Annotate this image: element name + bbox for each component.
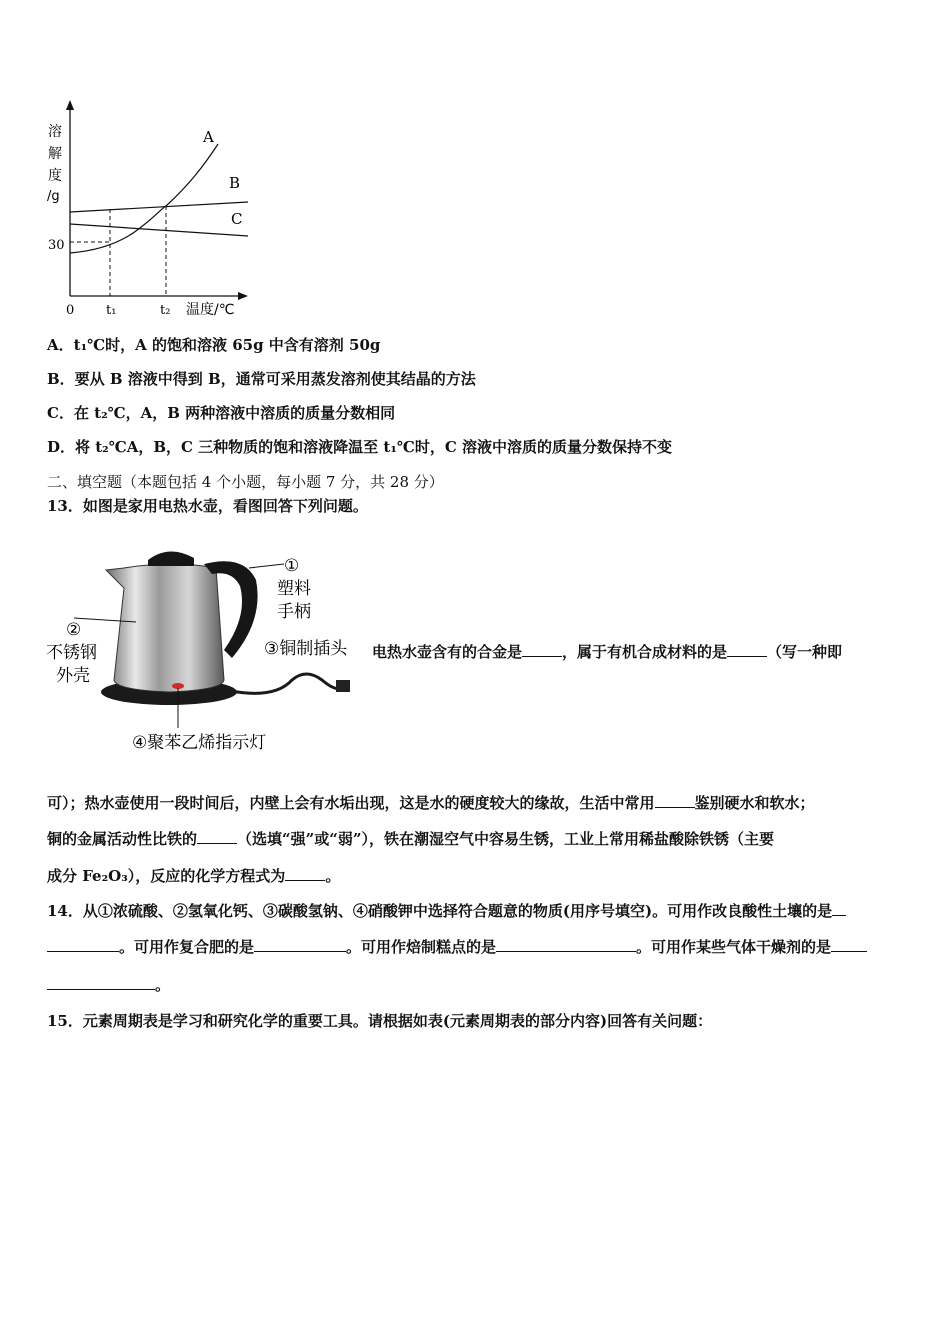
kettle-body: [106, 564, 224, 692]
label-4: ④聚苯乙烯指示灯: [132, 733, 267, 753]
label-2-num: ②: [66, 620, 82, 640]
q13-line2: 可）；热水壶使用一段时间后，内壁上会有水垢出现，这是水的硬度较大的缘故，生活中常用 鉴别硬水和软水；: [47, 794, 815, 812]
curve-a: [70, 144, 218, 253]
solubility-graph: [40, 96, 255, 326]
blank-organic-material[interactable]: [727, 642, 767, 657]
x-tick-t1: t₁: [106, 303, 117, 318]
y-label-char: 解: [48, 146, 62, 162]
blank-soil[interactable]: [832, 901, 846, 916]
q14-line2: 。可用作复合肥的是 。可用作焙制糕点的是 。可用作某些气体干燥剂的是: [47, 937, 867, 957]
blank-compound-fertilizer[interactable]: [254, 937, 346, 952]
blank-baking[interactable]: [496, 937, 636, 952]
kettle-lid: [148, 551, 194, 566]
label-1-line2: 手柄: [277, 602, 311, 622]
y-label-char: /g: [47, 189, 60, 204]
option-b: B．要从 B 溶液中得到 B，通常可采用蒸发溶剂使其结晶的方法: [47, 370, 476, 388]
leader-1: [249, 564, 284, 568]
x-tick-t2: t₂: [160, 303, 171, 318]
q14-line1: 14．从①浓硫酸、②氢氧化钙、③碳酸氢钠、④硝酸钾中选择符合题意的物质(用序号填空)。可用作改良酸性土壤的是: [47, 901, 846, 921]
q13-stem: 13．如图是家用电热水壶，看图回答下列问题。: [47, 497, 368, 515]
curve-b-label: B: [229, 174, 241, 192]
label-3: ③铜制插头: [264, 639, 348, 659]
copper-plug: [336, 680, 350, 692]
label-1-num: ①: [284, 556, 300, 576]
origin-label: 0: [66, 303, 75, 318]
label-1-line1: 塑料: [277, 579, 311, 599]
blank-soil-cont[interactable]: [47, 937, 119, 952]
label-2-line1: 不锈钢: [46, 643, 97, 663]
option-a: A．t₁℃时，A 的饱和溶液 65g 中含有溶剂 50g: [47, 336, 381, 354]
y-label-char: 溶: [48, 124, 62, 140]
x-axis-arrow: [238, 292, 248, 300]
blank-equation[interactable]: [285, 866, 325, 881]
q13-line4: 成分 Fe₂O₃），反应的化学方程式为 。: [47, 867, 341, 885]
option-d: D．将 t₂℃A，B，C 三种物质的饱和溶液降温至 t₁℃时，C 溶液中溶质的质量分数保持不变: [47, 438, 673, 456]
q14-line3: 。: [47, 975, 170, 995]
blank-desiccant-cont[interactable]: [47, 975, 155, 990]
option-c: C．在 t₂℃，A，B 两种溶液中溶质的质量分数相同: [47, 404, 396, 422]
kettle-illustration: [44, 540, 364, 755]
x-axis-label: 温度/℃: [186, 302, 235, 318]
power-cord: [226, 674, 344, 693]
blank-alloy[interactable]: [522, 642, 562, 657]
curve-c-label: C: [231, 210, 243, 228]
curve-b: [70, 202, 248, 212]
y-axis-arrow: [66, 100, 74, 110]
q13-line1: 电热水壶含有的合金是 ，属于有机合成材料的是 （写一种即: [372, 643, 843, 661]
section-heading: 二、填空题（本题包括 4 个小题，每小题 7 分，共 28 分）: [47, 473, 444, 491]
blank-desiccant[interactable]: [831, 937, 867, 952]
curve-c: [70, 224, 248, 236]
blank-hard-water-test[interactable]: [655, 793, 695, 808]
curve-a-label: A: [203, 128, 214, 146]
y-label-char: 度: [48, 168, 62, 184]
label-2-line2: 外壳: [56, 666, 90, 686]
q13-line3: 铜的金属活动性比铁的 （选填“强”或“弱”），铁在潮湿空气中容易生锈，工业上常用稀盐酸除铁锈（主要: [47, 830, 775, 848]
blank-activity[interactable]: [197, 829, 237, 844]
y-tick-30: 30: [48, 238, 65, 253]
q15-stem: 15．元素周期表是学习和研究化学的重要工具。请根据如表(元素周期表的部分内容)回答有关问题：: [47, 1012, 713, 1030]
